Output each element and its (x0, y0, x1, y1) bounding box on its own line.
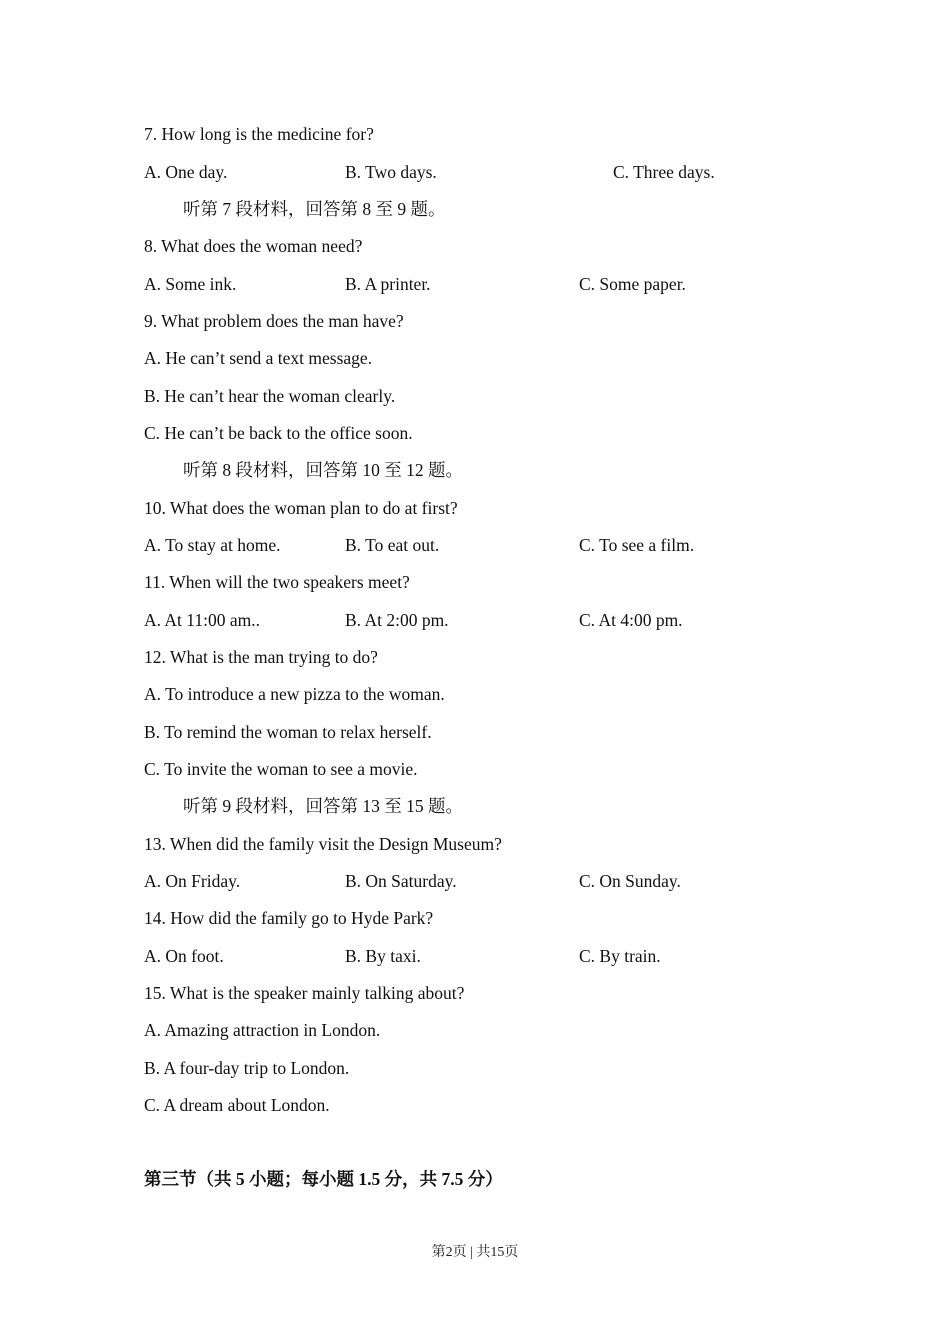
q15-option-c: C. A dream about London. (144, 1095, 330, 1115)
instruction-section-8: 听第 8 段材料，回答第 10 至 12 题。 (183, 460, 463, 480)
question-10: 10. What does the woman plan to do at first? (144, 498, 458, 518)
page-footer: 第2页 | 共15页 (431, 1245, 519, 1260)
question-8: 8. What does the woman need? (144, 236, 363, 256)
q11-option-b: B. At 2:00 pm. (345, 610, 449, 630)
q14-option-c: C. By train. (579, 946, 661, 966)
instruction-section-7: 听第 7 段材料，回答第 8 至 9 题。 (183, 199, 446, 219)
q15-option-a: A. Amazing attraction in London. (144, 1020, 381, 1040)
question-12: 12. What is the man trying to do? (144, 647, 378, 667)
section-3-title: 第三节（共 5 小题；每小题 1.5 分，共 7.5 分） (144, 1169, 503, 1189)
q10-option-a: A. To stay at home. (144, 535, 281, 555)
question-14: 14. How did the family go to Hyde Park? (144, 908, 434, 928)
q7-option-c: C. Three days. (613, 162, 715, 182)
q11-option-c: C. At 4:00 pm. (579, 610, 683, 630)
q9-option-a: A. He can’t send a text message. (144, 348, 373, 368)
question-15: 15. What is the speaker mainly talking about? (144, 983, 465, 1003)
q15-option-b: B. A four-day trip to London. (144, 1058, 350, 1078)
q8-option-b: B. A printer. (345, 274, 431, 294)
q11-option-a: A. At 11:00 am.. (144, 610, 261, 630)
q14-option-b: B. By taxi. (345, 946, 421, 966)
q12-option-a: A. To introduce a new pizza to the woman. (144, 684, 445, 704)
q13-option-a: A. On Friday. (144, 871, 241, 891)
q9-option-b: B. He can’t hear the woman clearly. (144, 386, 396, 406)
question-9: 9. What problem does the man have? (144, 311, 404, 331)
question-7: 7. How long is the medicine for? (144, 124, 374, 144)
instruction-section-9: 听第 9 段材料，回答第 13 至 15 题。 (183, 796, 463, 816)
q13-option-c: C. On Sunday. (579, 871, 681, 891)
q10-option-b: B. To eat out. (345, 535, 440, 555)
question-11: 11. When will the two speakers meet? (144, 572, 410, 592)
q12-option-c: C. To invite the woman to see a movie. (144, 759, 418, 779)
q14-option-a: A. On foot. (144, 946, 224, 966)
q12-option-b: B. To remind the woman to relax herself. (144, 722, 432, 742)
q13-option-b: B. On Saturday. (345, 871, 457, 891)
q8-option-a: A. Some ink. (144, 274, 237, 294)
q10-option-c: C. To see a film. (579, 535, 695, 555)
question-13: 13. When did the family visit the Design Museum? (144, 834, 502, 854)
q9-option-c: C. He can’t be back to the office soon. (144, 423, 413, 443)
q7-option-b: B. Two days. (345, 162, 437, 182)
q7-option-a: A. One day. (144, 162, 228, 182)
q8-option-c: C. Some paper. (579, 274, 686, 294)
